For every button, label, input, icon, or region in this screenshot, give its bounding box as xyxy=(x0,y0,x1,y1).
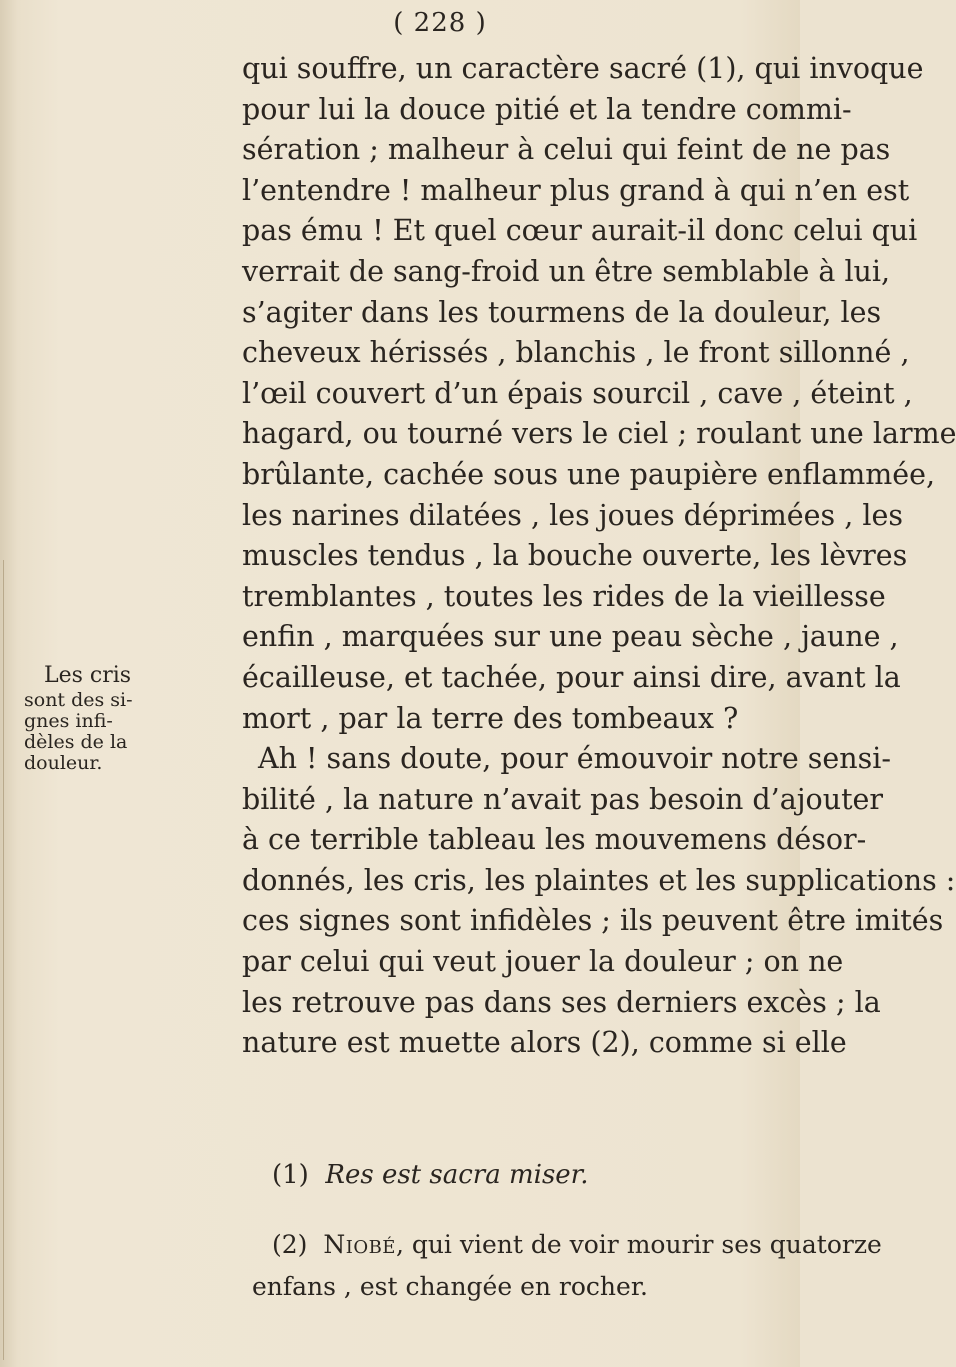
main-text-block xyxy=(242,49,956,1064)
text-line: par celui qui veut jouer la douleur ; on ne xyxy=(242,945,844,979)
footnote-name: Niobé xyxy=(323,1230,396,1259)
page-edge-line xyxy=(3,560,4,1360)
text-line: pas ému ! Et quel cœur aurait-il donc celui qui xyxy=(242,214,918,248)
margin-note-line: gnes infi- xyxy=(24,710,113,732)
text-line: sération ; malheur à celui qui feint de ne pas xyxy=(242,133,891,167)
text-line: mort , par la terre des tombeaux ? xyxy=(242,701,739,735)
text-line: à ce terrible tableau les mouvemens désor- xyxy=(242,823,867,857)
text-line: bilité , la nature n’avait pas besoin d’ajouter xyxy=(242,782,884,816)
text-line: qui souffre, un caractère sacré (1), qui invoque xyxy=(242,52,924,85)
text-line: cheveux hérissés , blanchis , le front sillonné , xyxy=(242,336,910,370)
footnote-2-continuation xyxy=(252,1272,648,1301)
footnote-text: Res est sacra miser. xyxy=(325,1160,589,1190)
margin-note-line: douleur. xyxy=(24,752,103,774)
footnote-1 xyxy=(272,1160,589,1190)
text-line: muscles tendus , la bouche ouverte, les lèvres xyxy=(242,539,908,573)
text-line: hagard, ou tourné vers le ciel ; roulant une larme xyxy=(242,417,956,451)
text-line: tremblantes , toutes les rides de la vieillesse xyxy=(242,579,886,613)
text-line: s’agiter dans les tourmens de la douleur, les xyxy=(242,295,882,329)
text-line: nature est muette alors (2), comme si elle xyxy=(242,1026,847,1060)
margin-note xyxy=(24,662,136,774)
margin-note-line: dèles de la xyxy=(24,731,128,753)
footnote-text: , qui vient de voir mourir ses quatorze xyxy=(395,1230,882,1259)
text-line: Ah ! sans doute, pour émouvoir notre sensi- xyxy=(258,742,891,776)
footnote-marker: (2) xyxy=(272,1230,308,1259)
margin-note-line: sont des si- xyxy=(24,689,133,711)
text-line: pour lui la douce pitié et la tendre commi- xyxy=(242,92,852,126)
footnote-2 xyxy=(272,1230,882,1259)
text-line: l’œil couvert d’un épais sourcil , cave , éteint , xyxy=(242,376,913,410)
footnote-marker: (1) xyxy=(272,1160,309,1190)
text-line: ces signes sont infidèles ; ils peuvent être imités xyxy=(242,904,944,938)
margin-note-line: Les cris xyxy=(44,663,132,688)
footnote-text: enfans , est changée en rocher. xyxy=(252,1272,648,1301)
text-line: les retrouve pas dans ses derniers excès ; la xyxy=(242,985,881,1019)
text-line: écailleuse, et tachée, pour ainsi dire, avant la xyxy=(242,660,901,694)
text-line: les narines dilatées , les joues déprimées , les xyxy=(242,498,903,532)
text-line: donnés, les cris, les plaintes et les supplications : xyxy=(242,863,956,897)
page-number: ( 228 ) xyxy=(393,8,487,38)
text-line: enfin , marquées sur une peau sèche , jaune , xyxy=(242,620,899,654)
text-line: l’entendre ! malheur plus grand à qui n’en est xyxy=(242,173,910,207)
text-line: verrait de sang-froid un être semblable à lui, xyxy=(242,254,891,288)
text-line: brûlante, cachée sous une paupière enflammée, xyxy=(242,457,936,491)
